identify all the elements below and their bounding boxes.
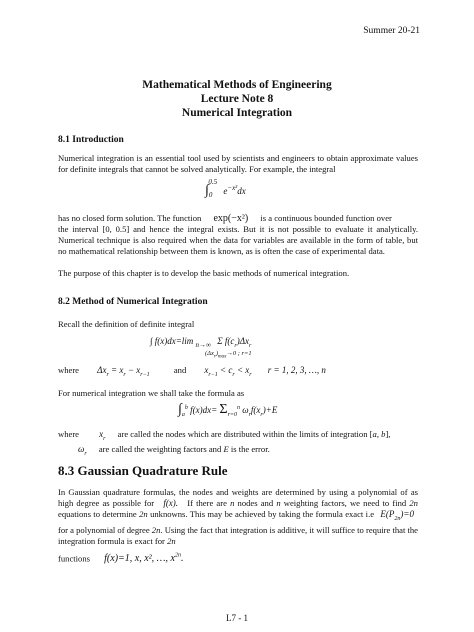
formula-n: n	[236, 405, 240, 411]
gq-p1h: . Using the fact that integration is additive, it will suffice to require that the integration formula is exact for	[58, 524, 418, 546]
gq-2n2: 2n	[139, 509, 148, 519]
functions-expr: f(x)=1, x, x², …, $x^{2n}$.	[104, 553, 184, 565]
formula-body: f(x)dx=	[190, 405, 218, 415]
formula-f: f(x	[250, 405, 261, 415]
function-line	[58, 213, 392, 224]
integral-exp: −x²	[227, 184, 238, 192]
nodes-line	[58, 429, 390, 442]
lecture-number: Lecture Note 8	[200, 93, 274, 105]
gq-p1d: weighting factors, we need to find	[283, 498, 407, 508]
def-cond-4: →0 ; r=1	[226, 350, 252, 357]
gq-p1b: If there are	[187, 498, 227, 508]
recall-text: Recall the definition of definite integral	[58, 319, 195, 329]
example-integral	[205, 178, 246, 199]
gaussian-paragraph	[58, 487, 418, 547]
gq-error-expr: $E(P_{2n})=0$	[380, 509, 414, 522]
delta-definition: $\Delta x_r = x_r - x_{r-1}$	[97, 365, 150, 378]
intro-paragraph: Numerical integration is an essential tool used by scientists and engineers to obtain approximate values for definite integrals that cannot be solved analytically. For example, the integral	[58, 153, 418, 174]
section-8-3-heading: 8.3 Gaussian Quadrature Rule	[58, 463, 228, 478]
nodes-text: are called the nodes which are distributed within the limits of integration [	[117, 429, 373, 439]
def-left: ∫ f(x)dx=lim	[150, 336, 194, 346]
integral-lower: 0	[208, 190, 213, 199]
nodes-comma: ,	[376, 429, 382, 439]
function-expr: exp(−x²)	[213, 213, 249, 224]
def-cond-3: max	[218, 354, 227, 360]
weights-end: is the error.	[230, 444, 270, 454]
weights-line	[78, 444, 270, 457]
def-right: )Δx	[236, 336, 249, 346]
gq-2n3: 2n	[151, 524, 161, 535]
gq-p1f: unknowns. This may be achieved by taking the formula exact i.e	[150, 509, 375, 519]
weights-symbol: $\omega_r$	[78, 444, 87, 457]
r-range: r = 1, 2, 3, …, n	[267, 365, 326, 375]
quadrature-formula: $\int_a^b$ $f(x)dx= \Sigma_{r=0}^n$ $\omega_rf(x_r)+E$	[178, 402, 278, 418]
purpose-paragraph: The purpose of this chapter is to develop the basic methods of numerical integration.	[58, 268, 350, 278]
page-number: L7 - 1	[226, 613, 248, 623]
gq-fx: f(x).	[163, 498, 179, 508]
weights-text: are called the weighting factors and	[98, 444, 222, 454]
nodes-symbol: $x_r$	[99, 429, 106, 442]
nodes-end: ],	[385, 429, 391, 439]
gq-n2: n	[276, 498, 281, 508]
nodes-a: a	[372, 429, 377, 439]
formula-b: b	[184, 405, 188, 411]
section-8-1-heading: 8.1 Introduction	[58, 135, 124, 145]
formula-integral: ∫	[178, 402, 182, 417]
header-course: Summer 20-21	[363, 26, 420, 36]
gq-p1g: for a polynomial of degree	[58, 524, 150, 535]
integral-sign: ∫	[205, 183, 209, 198]
section-8-2-heading: 8.2 Method of Numerical Integration	[58, 297, 208, 307]
para2-start: has no closed form solution. The function	[58, 213, 202, 223]
gq-2n1: 2n	[409, 498, 418, 508]
para2-mid: is a continuous bounded function over	[260, 213, 392, 223]
weights-E: E	[223, 444, 229, 454]
lecture-topic: Numerical Integration	[181, 107, 293, 119]
def-limit-n: n→∞	[195, 341, 212, 349]
functions-word: functions	[58, 553, 90, 564]
doc-title: Mathematical Methods of Engineering	[142, 79, 332, 91]
nodes-where: where	[58, 429, 79, 439]
def-limit-condition: $(\Delta x_r)_{max}\to 0$ ; r=1	[205, 350, 252, 360]
integral-body: e	[223, 186, 228, 196]
gq-p1a: In Gaussian quadrature formulas, the nodes and weights are determined by using a polynomial of as high degree as possible for	[58, 487, 418, 508]
cr-definition: $x_{r-1} < c_r < x_r$	[204, 365, 252, 378]
integral-upper: 0.5	[208, 178, 218, 186]
def-sum: Σ f(c	[217, 336, 235, 346]
gq-n1: n	[230, 498, 235, 508]
nodes-b: b	[381, 429, 386, 439]
integral-dx: dx	[237, 186, 246, 196]
where-word: where	[58, 365, 79, 375]
formula-intro: For numerical integration we shall take the formula as	[58, 388, 245, 398]
formula-omega: ω	[242, 405, 249, 415]
function-paragraph: the interval [0, 0.5] and hence the integral exists. But it is not possible to evaluate it analytically. Numerical technique is also required when the data for variables are available in the form of table, but no mathematical relationship between them is known, as is often the case of experimental data.	[58, 224, 418, 256]
formula-error: )+E	[262, 405, 278, 415]
gq-p1e: equations to determine	[58, 509, 137, 519]
gq-2n4: 2n	[167, 535, 176, 546]
def-cond-2: )	[215, 350, 218, 357]
formula-a: a	[181, 411, 185, 418]
def-cond-1: (Δx	[205, 350, 214, 357]
definite-integral-definition: ∫ f(x)dx=lim $_{n\to\infty}$ Σ $f(c_r)\Delta x_r$	[150, 336, 252, 349]
gq-p1c: nodes and	[237, 498, 274, 508]
formula-sum: Σ	[219, 402, 228, 417]
formula-r0: r=0	[227, 411, 237, 418]
where-line	[58, 365, 326, 378]
and-word: and	[173, 365, 187, 375]
functions-line	[58, 553, 183, 564]
